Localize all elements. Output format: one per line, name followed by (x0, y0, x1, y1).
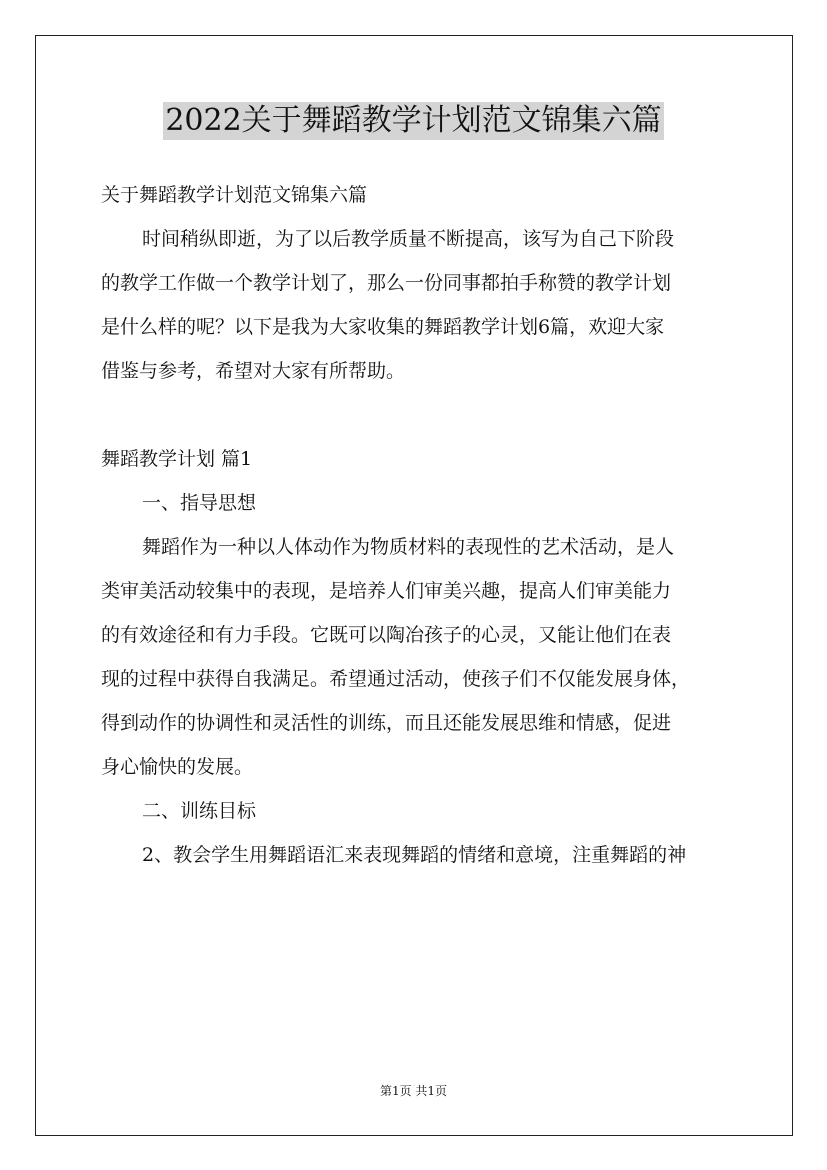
paragraph-line: 身心愉快的发展。 (101, 756, 254, 778)
paragraph-line: 舞蹈作为一种以人体动作为物质材料的表现性的艺术活动，是人 (142, 536, 675, 558)
paragraph-line: 2、教会学生用舞蹈语汇来表现舞蹈的情绪和意境，注重舞蹈的神 (142, 844, 687, 866)
paragraph-line: 类审美活动较集中的表现，是培养人们审美兴趣，提高人们审美能力 (101, 580, 672, 602)
document-body (101, 173, 741, 877)
paragraph-line: 借鉴与参考，希望对大家有所帮助。 (101, 360, 406, 382)
subtitle-line: 关于舞蹈教学计划范文锦集六篇 (101, 184, 368, 206)
paragraph-line: 的教学工作做一个教学计划了，那么一份同事都拍手称赞的教学计划 (101, 272, 672, 294)
title-container (0, 102, 827, 140)
paragraph-line: 是什么样的呢？以下是我为大家收集的舞蹈教学计划6篇，欢迎大家 (101, 316, 665, 338)
subsection-heading: 二、训练目标 (142, 800, 257, 822)
document-title: 2022关于舞蹈教学计划范文锦集六篇 (165, 103, 662, 138)
paragraph-line: 得到动作的协调性和灵活性的训练，而且还能发展思维和情感，促进 (101, 712, 672, 734)
blank-line (101, 393, 741, 437)
page-footer: 第1页 共1页 (379, 1084, 448, 1098)
section-heading: 舞蹈教学计划 篇1 (101, 448, 253, 470)
subsection-heading: 一、指导思想 (142, 492, 257, 514)
paragraph-line: 现的过程中获得自我满足。希望通过活动，使孩子们不仅能发展身体， (101, 668, 691, 690)
paragraph-line: 时间稍纵即逝，为了以后教学质量不断提高，该写为自己下阶段 (142, 228, 675, 250)
paragraph-line: 的有效途径和有力手段。它既可以陶冶孩子的心灵，又能让他们在表 (101, 624, 672, 646)
